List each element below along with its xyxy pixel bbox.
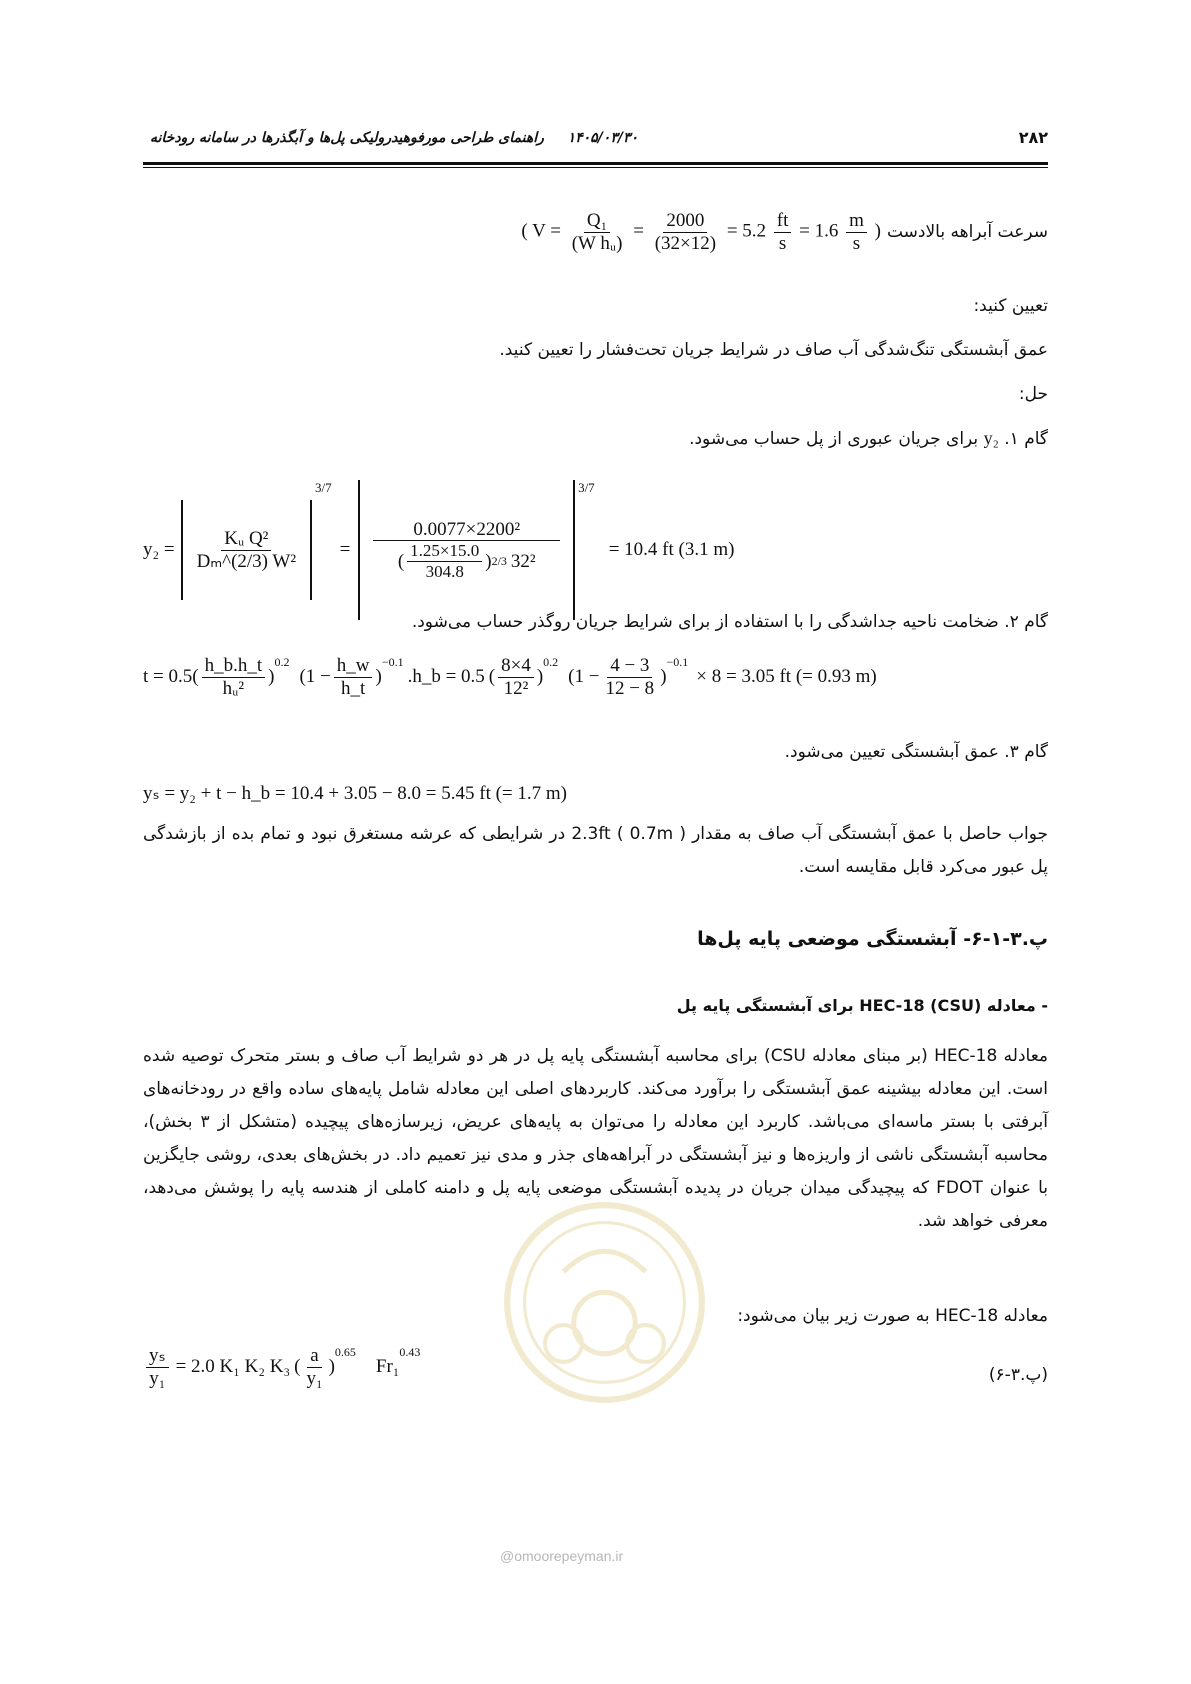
header-title: راهنمای طراحی مورفوهیدرولیکی پل‌ها و آبگذرها در سامانه رودخانه [150, 130, 544, 146]
hec18-equation: $\frac{\text{yₛ}}{\text{y₁}}$ = 2.0 K₁ K₂ K₃ ( $\frac{a}{\text{y₁}}$ ) $^{0.65}$ Fr₁ $^{0.43}$ [143, 1345, 420, 1390]
frac-ft-s: $\frac{ft}{s}$ [774, 210, 792, 255]
step2-equation: t = 0.5 ( $\frac{h\_b.h\_t}{\text{hᵤ²}}$ ) $^{0.2}$ ( 1 − $\frac{h\_w}{h\_t}$ ) $^{-0.1}$ .h_b = 0.5 ( $\frac{8\times 4}{\text{12²}}$ ) $^{0.2}$ ( 1 − $\frac{4 - 3}{12 - 8}$ ) $^{-0.1}$ × 8 = 3.05 ft (= 0.93 m) [143, 655, 877, 699]
frac-q1: $\frac{\text{Q₁}}{\text{(W hᵤ)}}$ [571, 210, 623, 254]
exp-3-7b: 3/7 [578, 480, 595, 495]
equation-number: (پ.۳-۶) [988, 1365, 1048, 1385]
answer-paragraph: جواب حاصل با عمق آبشستگی آب صاف به مقدار 2.3ft ( 0.7m ) در شرایطی که عرشه مستغرق نبود و تمام بده از بازشدگی پل عبور می‌کرد قابل مقایسه است. [143, 824, 1048, 877]
bracket-2: 0.0077×2200² ( $\frac{1.25\times 15.0}{304.8}$ ) 2/3 32² [358, 480, 575, 620]
determine-label: تعیین کنید: [973, 296, 1048, 316]
running-header [150, 130, 638, 146]
velocity-line [515, 210, 1048, 255]
step1-number: گام ۱. [1004, 429, 1048, 449]
step1-line [689, 428, 1048, 449]
section-heading: پ.۳-۱-۶- آبشستگی موضعی پایه پل‌ها [697, 928, 1048, 950]
exp-3-7: 3/7 [315, 480, 332, 495]
step1-equation: y₂ = $\frac{\text{Kᵤ Q²}}{\text{Dₘ\textasciicircum{}(2/3) W²}}$ 3/7 = 0.0077×2200² ( $\frac{1.25\times 15.0}{304.8}$ ) 2/3 32² 3/7 = 10.4 ft (3.1 m) [143, 480, 734, 620]
step3-equation: yₛ = y₂ + t − h_b = 10.4 + 3.05 − 8.0 = 5.45 ft (= 1.7 m) [143, 783, 568, 804]
step1-result: = 10.4 ft (3.1 m) [608, 539, 735, 560]
header-rule-thin [143, 167, 1048, 168]
intro-line: معادله HEC-18 به صورت زیر بیان می‌شود: [737, 1306, 1048, 1326]
frac-2000: $\frac{2000}{(32\times 12)}$ [654, 210, 717, 254]
determine-text: عمق آبشستگی تنگ‌شدگی آب صاف در شرایط جریان تحت‌فشار را تعیین کنید. [499, 340, 1048, 360]
v-lhs: V = [532, 220, 561, 242]
step3-text: گام ۳. عمق آبشستگی تعیین می‌شود. [784, 742, 1048, 762]
frac-m-s: $\frac{m}{s}$ [846, 210, 867, 255]
step1-text: برای جریان عبوری از پل حساب می‌شود. [689, 429, 979, 449]
velocity-label: سرعت آبراهه بالادست [886, 222, 1048, 243]
solution-label: حل: [1018, 384, 1048, 404]
header-rule [143, 162, 1048, 165]
step2-text: گام ۲. ضخامت ناحیه جداشدگی را با استفاده از برای شرایط جریان روگذر حساب می‌شود. [411, 612, 1048, 632]
open-paren: ( [521, 220, 528, 242]
close-paren: ) [874, 220, 881, 242]
bracket-1: $\frac{\text{Kᵤ Q²}}{\text{Dₘ\textasciicircum{}(2/3) W²}}$ [181, 500, 312, 600]
page-number: ۲۸۲ [1018, 128, 1048, 147]
watermark-site: @omoorepeyman.ir [500, 1548, 624, 1564]
velocity-equation: ( V = $\frac{\text{Q₁}}{\text{(W hᵤ)}}$ = $\frac{2000}{(32\times 12)}$ = 5.2 $\frac{ft}{s}$ = 1.6 $\frac{m}{s}$ ) [521, 210, 881, 254]
sub-heading: - معادله HEC-18 (CSU) برای آبشستگی پایه پل [676, 996, 1048, 1015]
watermark-seal-icon [502, 1200, 707, 1405]
y2-lhs: y₂ = [143, 539, 175, 560]
body-paragraph: معادله HEC-18 (بر مبنای معادله CSU) برای محاسبه آبشستگی پایه پل در هر دو شرایط آب صاف و بستر متحرک توصیه شده است. این معادله بیشینه عمق آبشستگی را برآورد می‌کند. کاربردهای اصلی این معادله شامل پایه‌های ساده واقع در رودخانه‌های آبرفتی با بستر ماسه‌ای می‌باشد. کاربرد این معادله را می‌توان به پایه‌های عریض، زیرسازه‌های پیچیده (متشکل از ۳ بخش)، محاسبه آبشستگی ناشی از واریزه‌ها و نیز آبشستگی در آبراهه‌های جذر و مدی نیز تعمیم داد. در بخش‌های بعدی، روشی جایگزین با عنوان FDOT که پیچیدگی میدان جریان در پدیده آبشستگی موضعی پایه پل و دامنه کاملی از هندسه پایه را پوشش می‌دهد، معرفی خواهد شد. [143, 1046, 1049, 1231]
header-date: ۱۴۰۵/۰۳/۳۰ [567, 130, 638, 146]
step1-symbol: y₂ [983, 428, 999, 448]
